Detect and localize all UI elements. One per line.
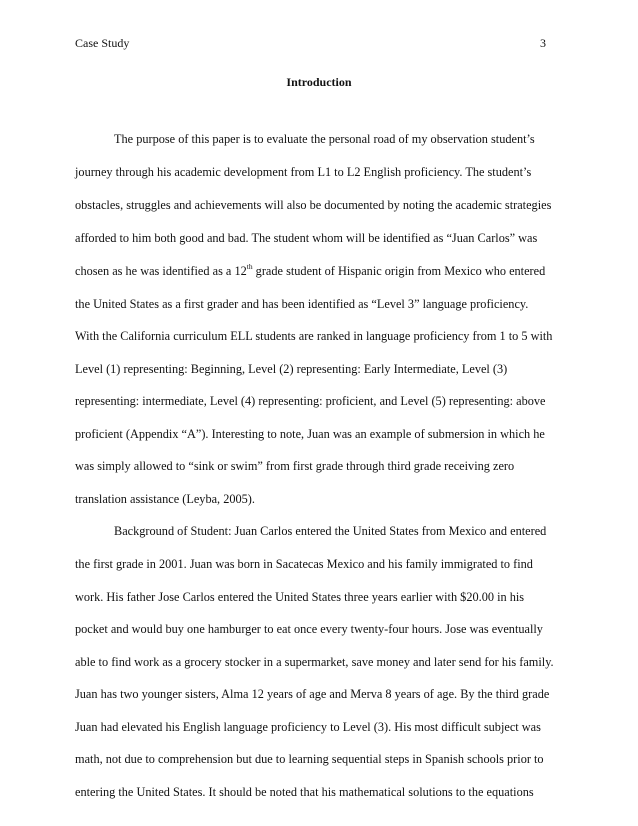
body-line: Juan has two younger sisters, Alma 12 years of age and Merva 8 years of age. By the third grade bbox=[75, 687, 550, 701]
body-line: journey through his academic development from L1 to L2 English proficiency. The student’s bbox=[75, 165, 532, 179]
body-line: the United States as a first grader and has been identified as “Level 3” language proficiency. bbox=[75, 297, 529, 311]
body-line: The purpose of this paper is to evaluate the personal road of my observation student’s bbox=[114, 132, 535, 146]
body-line: Background of Student: Juan Carlos entered the United States from Mexico and entered bbox=[114, 524, 547, 538]
body-line: pocket and would buy one hamburger to eat once every twenty-four hours. Jose was eventually bbox=[75, 622, 543, 636]
page-number: 3 bbox=[540, 36, 546, 50]
body-line: the first grade in 2001. Juan was born in Sacatecas Mexico and his family immigrated to find bbox=[75, 557, 533, 571]
body-line: able to find work as a grocery stocker in a supermarket, save money and later send for his family. bbox=[75, 655, 554, 669]
body-line: math, not due to comprehension but due to learning sequential steps in Spanish schools prior to bbox=[75, 752, 544, 766]
body-line: Juan had elevated his English language proficiency to Level (3). His most difficult subject was bbox=[75, 720, 541, 734]
body-line bbox=[75, 263, 565, 279]
line-text: chosen as he was identified as a 12 bbox=[75, 264, 247, 278]
body-line: work. His father Jose Carlos entered the United States three years earlier with $20.00 in his bbox=[75, 590, 525, 604]
section-title: Introduction bbox=[286, 75, 352, 89]
body-line: translation assistance (Leyba, 2005). bbox=[75, 492, 255, 506]
running-head: Case Study bbox=[75, 36, 130, 50]
body-line: With the California curriculum ELL students are ranked in language proficiency from 1 to 5 with bbox=[75, 329, 553, 343]
superscript: th bbox=[246, 262, 253, 271]
body-line: afforded to him both good and bad. The student whom will be identified as “Juan Carlos” was bbox=[75, 231, 538, 245]
body-line: entering the United States. It should be noted that his mathematical solutions to the equations bbox=[75, 785, 534, 799]
line-text: grade student of Hispanic origin from Mexico who entered bbox=[252, 264, 546, 278]
body-line: representing: intermediate, Level (4) representing: proficient, and Level (5) representing: above bbox=[75, 394, 546, 408]
body-line: Level (1) representing: Beginning, Level (2) representing: Early Intermediate, Level (3) bbox=[75, 362, 508, 376]
body-line: was simply allowed to “sink or swim” from first grade through third grade receiving zero bbox=[75, 459, 515, 473]
body-line: obstacles, struggles and achievements will also be documented by noting the academic strategies bbox=[75, 198, 552, 212]
body-line: proficient (Appendix “A”). Interesting to note, Juan was an example of submersion in which he bbox=[75, 427, 545, 441]
